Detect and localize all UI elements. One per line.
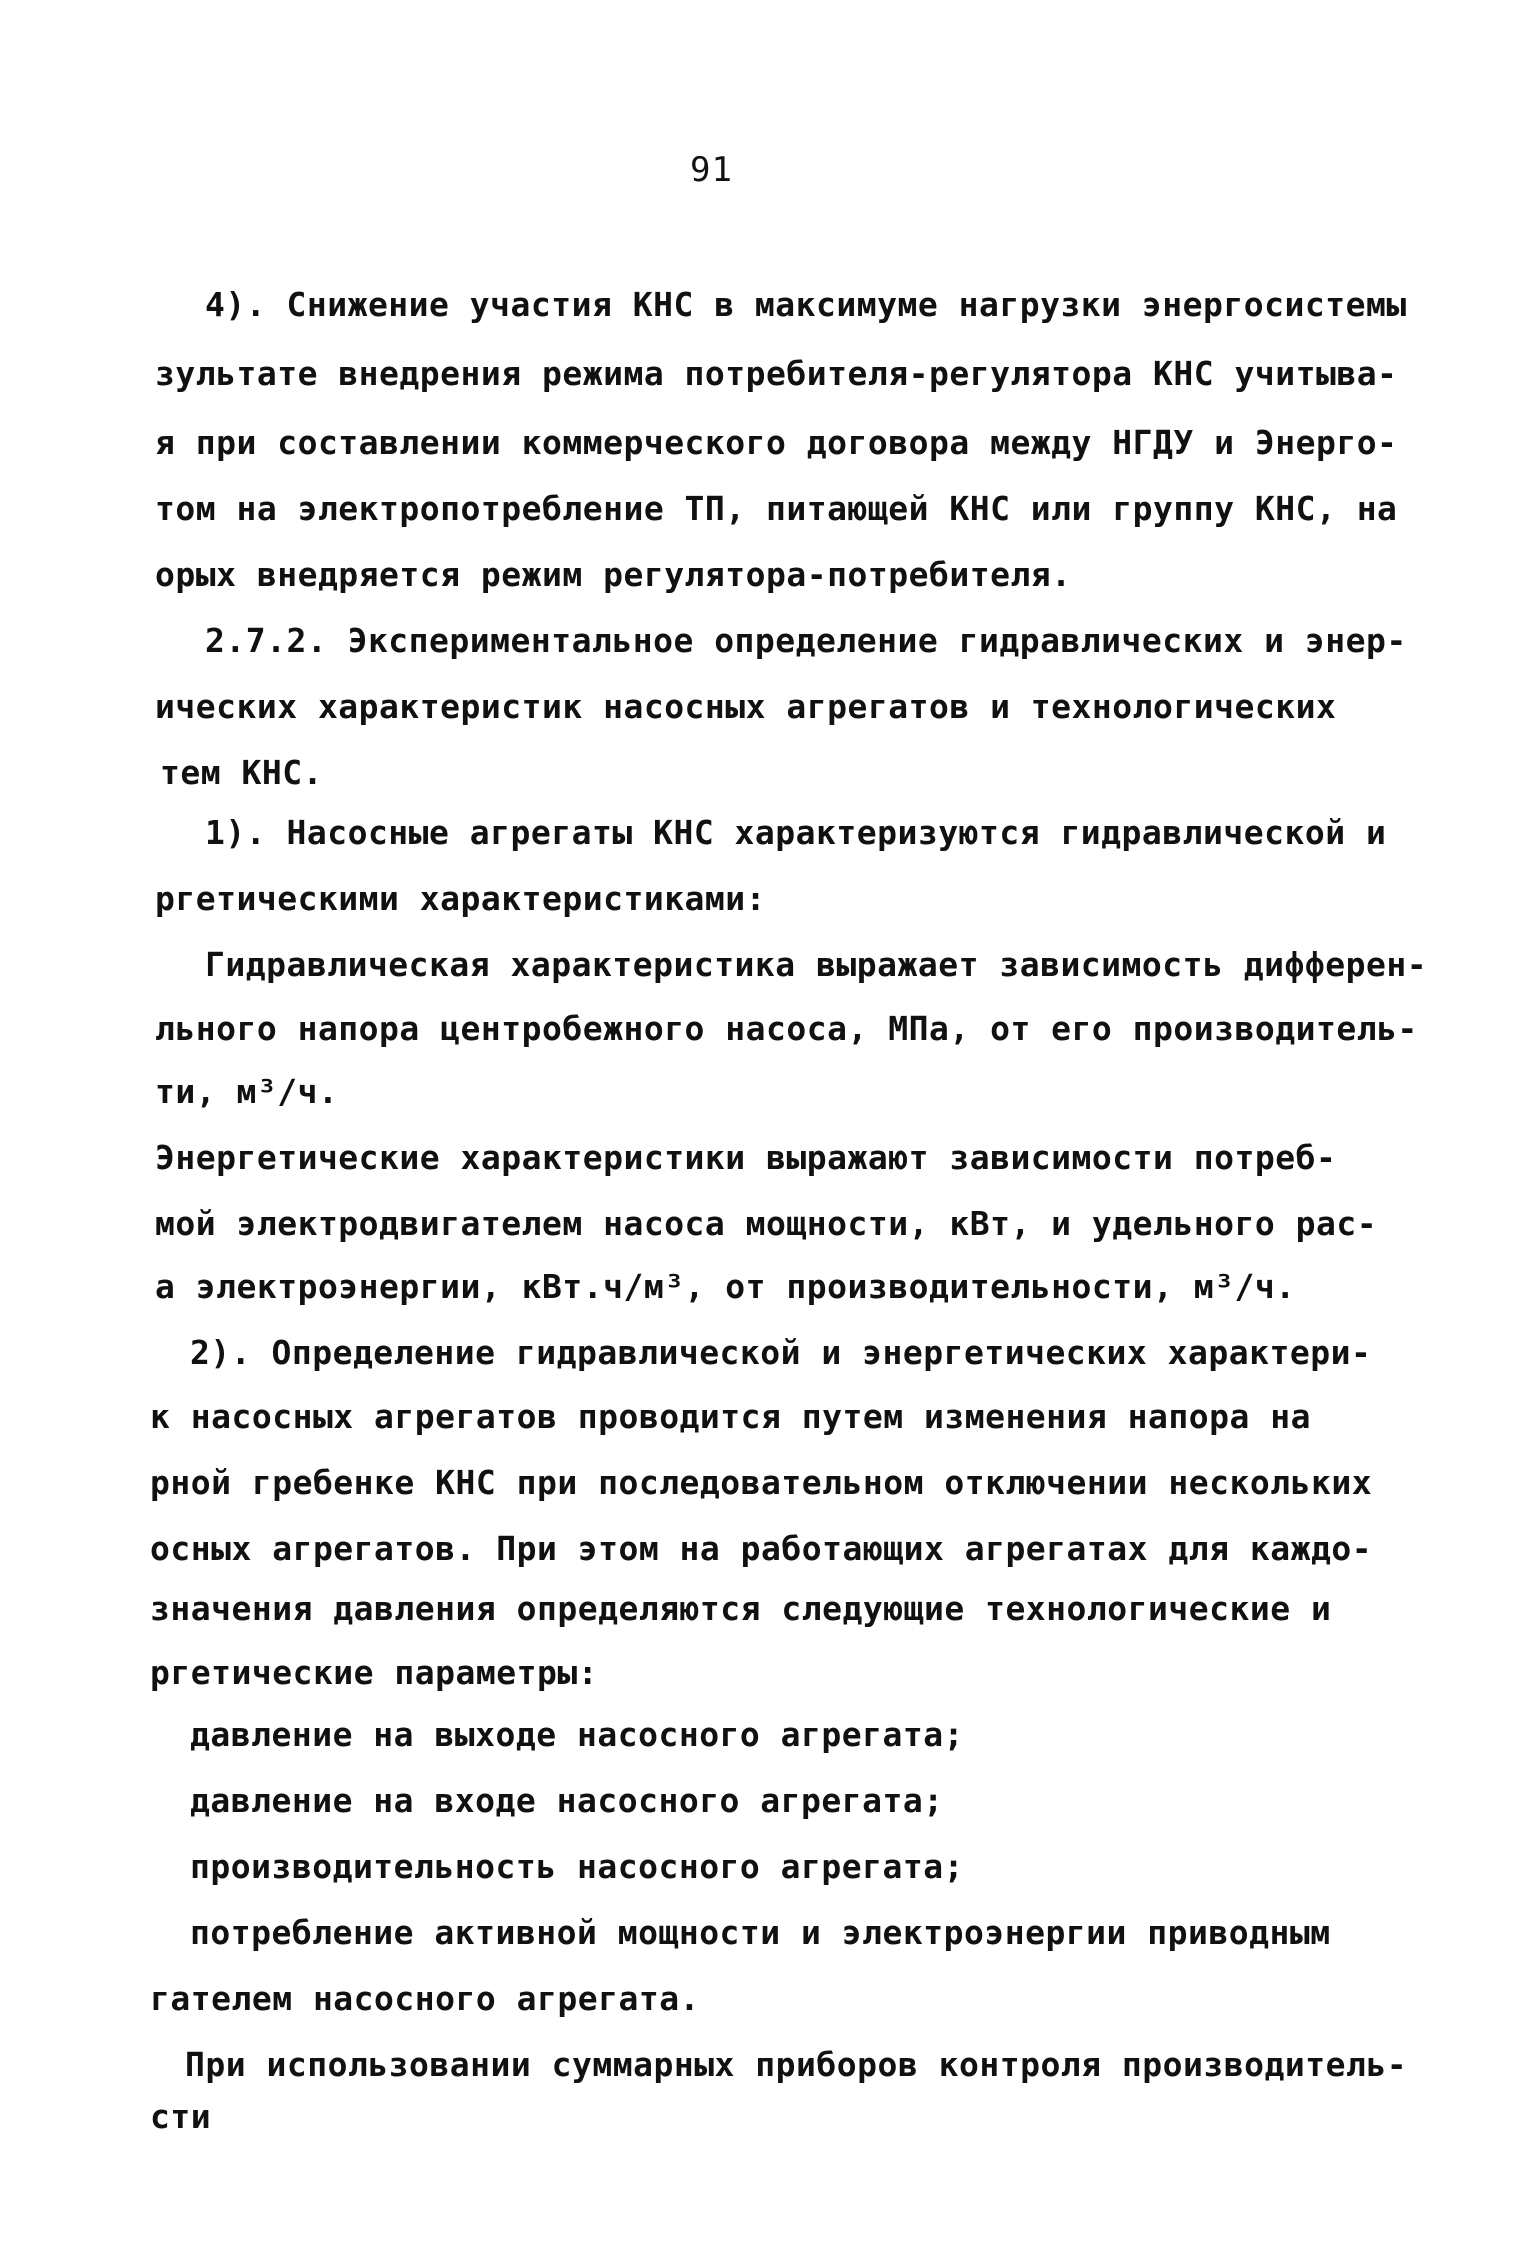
text-line: я при составлении коммерческого договора между НГДУ и Энерго- bbox=[155, 423, 1398, 462]
text-line: 1). Насосные агрегаты КНС характеризуются гидравлической и bbox=[205, 813, 1387, 852]
list-item: гателем насосного агрегата. bbox=[150, 1979, 700, 2018]
text-line: мой электродвигателем насоса мощности, кВт, и удельного рас- bbox=[155, 1204, 1378, 1243]
text-line: ргетическими характеристиками: bbox=[155, 879, 767, 918]
text-line: ти, м³/ч. bbox=[155, 1072, 339, 1111]
list-item: давление на выходе насосного агрегата; bbox=[190, 1715, 964, 1754]
text-line: зультате внедрения режима потребителя-регулятора КНС учитыва- bbox=[155, 354, 1398, 393]
list-item: давление на входе насосного агрегата; bbox=[190, 1781, 944, 1820]
text-line: При использовании суммарных приборов контроля производитель- bbox=[185, 2045, 1408, 2084]
text-line: рной гребенке КНС при последовательном отключении нескольких bbox=[150, 1463, 1373, 1502]
text-line: орых внедряется режим регулятора-потребителя. bbox=[155, 555, 1072, 594]
text-line: тем КНС. bbox=[160, 753, 323, 792]
text-line: ргетические параметры: bbox=[150, 1653, 599, 1692]
text-line: 4). Снижение участия КНС в максимуме нагрузки энергосистемы bbox=[205, 285, 1407, 324]
text-line: к насосных агрегатов проводится путем изменения напора на bbox=[150, 1397, 1311, 1436]
list-item: потребление активной мощности и электроэнергии приводным bbox=[190, 1913, 1331, 1952]
text-line: сти bbox=[150, 2097, 212, 2136]
text-line: Гидравлическая характеристика выражает зависимость дифферен- bbox=[205, 945, 1428, 984]
section-heading: 2.7.2. Экспериментальное определение гидравлических и энер- bbox=[205, 621, 1407, 660]
text-line: а электроэнергии, кВт.ч/м³, от производительности, м³/ч. bbox=[155, 1267, 1296, 1306]
text-line: льного напора центробежного насоса, МПа, от его производитель- bbox=[155, 1009, 1418, 1048]
text-line: том на электропотребление ТП, питающей КНС или группу КНС, на bbox=[155, 489, 1398, 528]
list-item: производительность насосного агрегата; bbox=[190, 1847, 964, 1886]
text-line: Энергетические характеристики выражают зависимости потреб- bbox=[155, 1138, 1337, 1177]
text-line: значения давления определяются следующие технологические и bbox=[150, 1589, 1332, 1628]
text-line: ических характеристик насосных агрегатов и технологических bbox=[155, 687, 1337, 726]
text-line: осных агрегатов. При этом на работающих агрегатах для каждо- bbox=[150, 1529, 1373, 1568]
page-number: 91 bbox=[690, 150, 733, 190]
text-line: 2). Определение гидравлической и энергетических характери- bbox=[190, 1333, 1372, 1372]
